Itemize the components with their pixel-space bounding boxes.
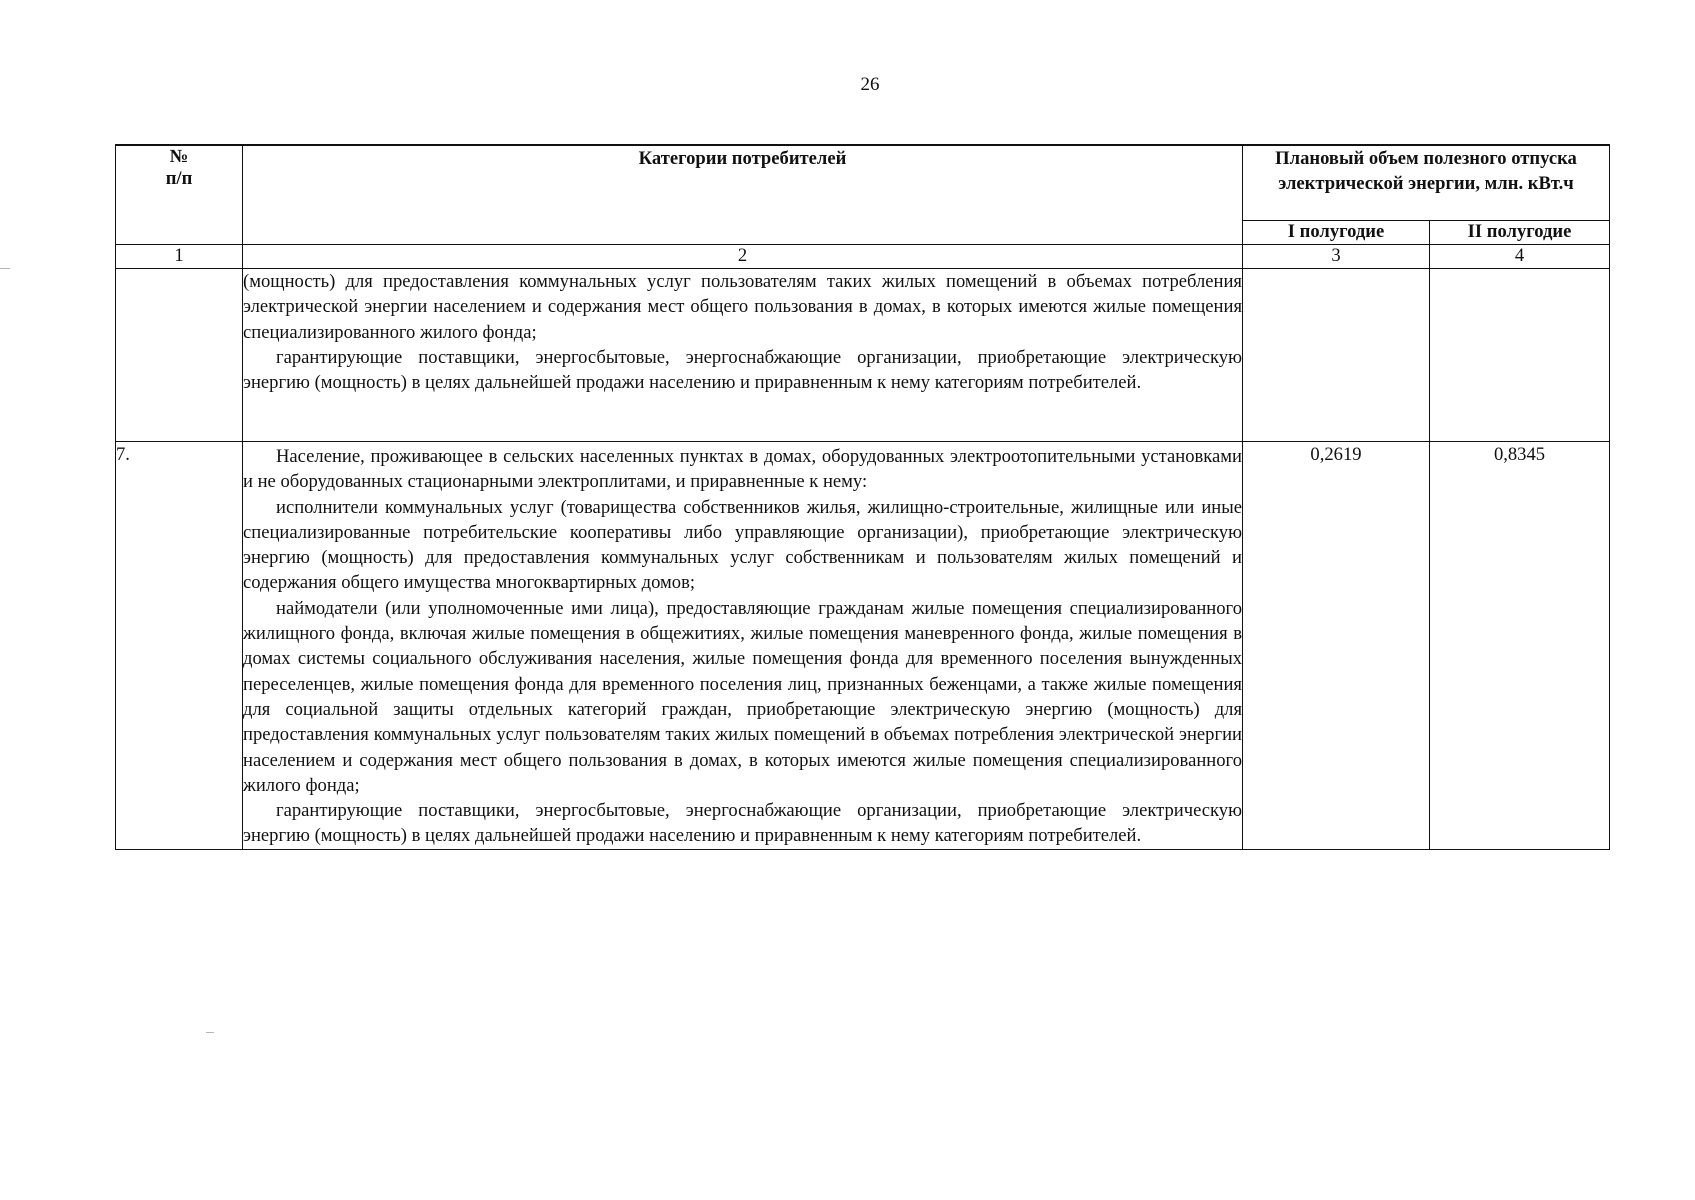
row-category [243,269,1243,442]
category-paragraph: Население, проживающее в сельских населенных пунктах в домах, оборудованных электроотопительными установками и не оборудованных стационарными электроплитами, и приравненные к нему: [243,446,1242,493]
column-number: 2 [243,245,1243,269]
row-category [243,442,1243,850]
header-number [116,145,243,245]
header-half2: II полугодие [1430,221,1610,245]
row-half2-value: 0,8345 [1430,442,1610,850]
row-number [116,269,243,442]
header-plan-volume: Плановый объем полезного отпуска электрической энергии, млн. кВт.ч [1243,145,1610,221]
column-number: 1 [116,245,243,269]
consumption-table [115,144,1610,850]
row-half1-value [1243,269,1430,442]
category-paragraph: гарантирующие поставщики, энергосбытовые, энергоснабжающие организации, приобретающие электрическую энергию (мощность) в целях дальнейшей продажи населению и приравненным к нему категориям потребителей. [243,346,1242,394]
table-row [116,269,1610,442]
row-number: 7. [116,442,243,850]
column-number: 4 [1430,245,1610,269]
column-number: 3 [1243,245,1430,269]
category-paragraph: наймодатели (или уполномоченные ими лица), предоставляющие гражданам жилые помещения специализированного жилищного фонда, включая жилые помещения в общежитиях, жилые помещения маневренного фонда, жилые помещения в домах системы социального обслуживания населения, жилые помещения фонда для временного поселения вынужденных переселенцев, жилые помещения фонда для временного поселения лиц, признанных беженцами, а также жилые помещения для социальной защиты отдельных категорий граждан, приобретающие электрическую энергию (мощность) для предоставления коммунальных услуг пользователям таких жилых помещений в объемах потребления электрической энергии населением и содержания мест общего пользования в домах, в которых имеются жилые помещения специализированного жилого фонда; [243,597,1242,796]
scan-mark [0,268,10,269]
header-half1: I полугодие [1243,221,1430,245]
header-number-sign: № [169,146,189,167]
category-paragraph: исполнители коммунальных услуг (товарищества собственников жилья, жилищно-строительные, жилищные или иные специализированные потребительские кооперативы либо управляющие организации), приобретающие электрическую энергию (мощность) для предоставления коммунальных услуг собственникам и пользователям жилых помещений и содержания общего имущества многоквартирных домов; [243,496,1242,594]
header-number-pp: п/п [165,168,193,189]
scan-mark [206,1032,214,1033]
row-half1-value: 0,2619 [1243,442,1430,850]
row-half2-value [1430,269,1610,442]
table-row [116,442,1610,850]
category-paragraph: (мощность) для предоставления коммунальных услуг пользователям таких жилых помещений в объемах потребления электрической энергии населением и содержания мест общего пользования в домах, в которых имеются жилые помещения специализированного жилого фонда; [243,271,1242,343]
category-paragraph: гарантирующие поставщики, энергосбытовые, энергоснабжающие организации, приобретающие электрическую энергию (мощность) в целях дальнейшей продажи населению и приравненным к нему категориям потребителей. [243,800,1242,847]
header-category: Категории потребителей [243,145,1243,245]
page-number: 26 [860,74,880,95]
